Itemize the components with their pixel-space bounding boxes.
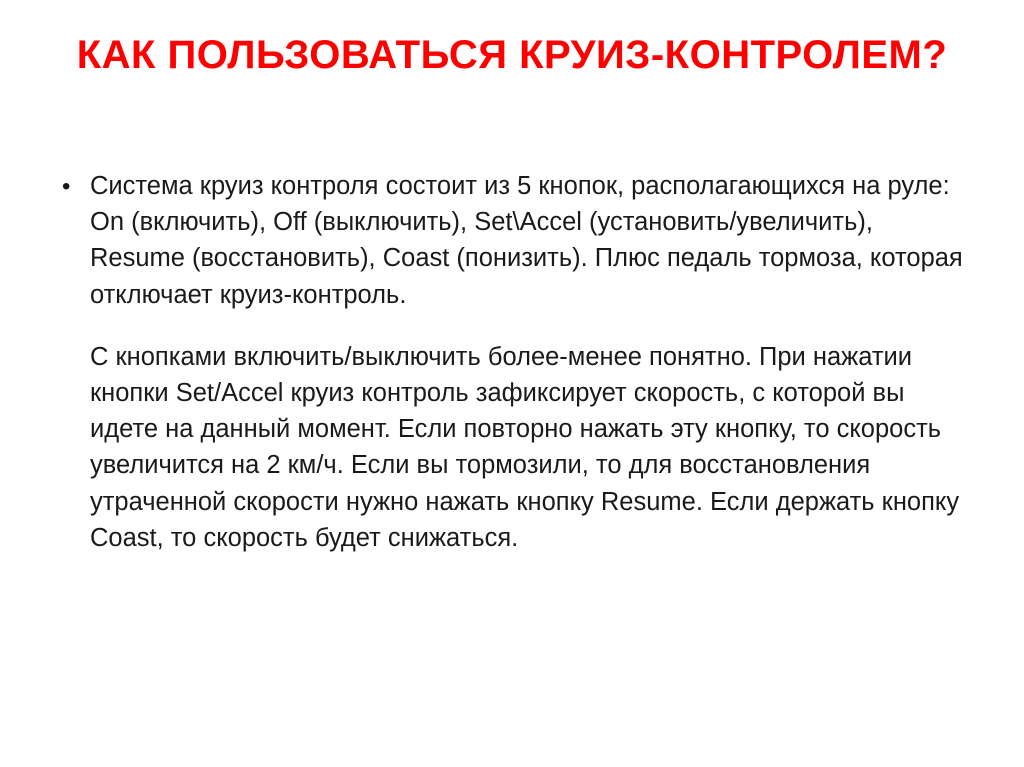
bullet-point-icon: • [62,173,71,200]
slide-body [48,168,968,556]
bullet-text-group [90,168,968,556]
paragraph-spacer [90,313,968,339]
slide-title: КАК ПОЛЬЗОВАТЬСЯ КРУИЗ-КОНТРОЛЕМ? [76,33,948,77]
bullet-list-item [48,168,968,556]
paragraph-2: С кнопками включить/выключить более-менее понятно. При нажатии кнопки Set/Accel круиз контроль зафиксирует скорость, с которой вы идете на данный момент. Если повторно нажать эту кнопку, то скорость увеличится на 2 км/ч. Если вы тормозили, то для восстановления утраченной скорости нужно нажать кнопку Resume. Если держать кнопку Coast, то скорость будет снижаться. [90,342,960,552]
paragraph-1: Система круиз контроля состоит из 5 кнопок, располагающихся на руле: On (включить), Off (выключить), Set\Accel (установить/увеличить), Resume (восстановить), Coast (понизить). Плюс педаль тормоза, которая отключает круиз-контроль. [90,172,963,309]
